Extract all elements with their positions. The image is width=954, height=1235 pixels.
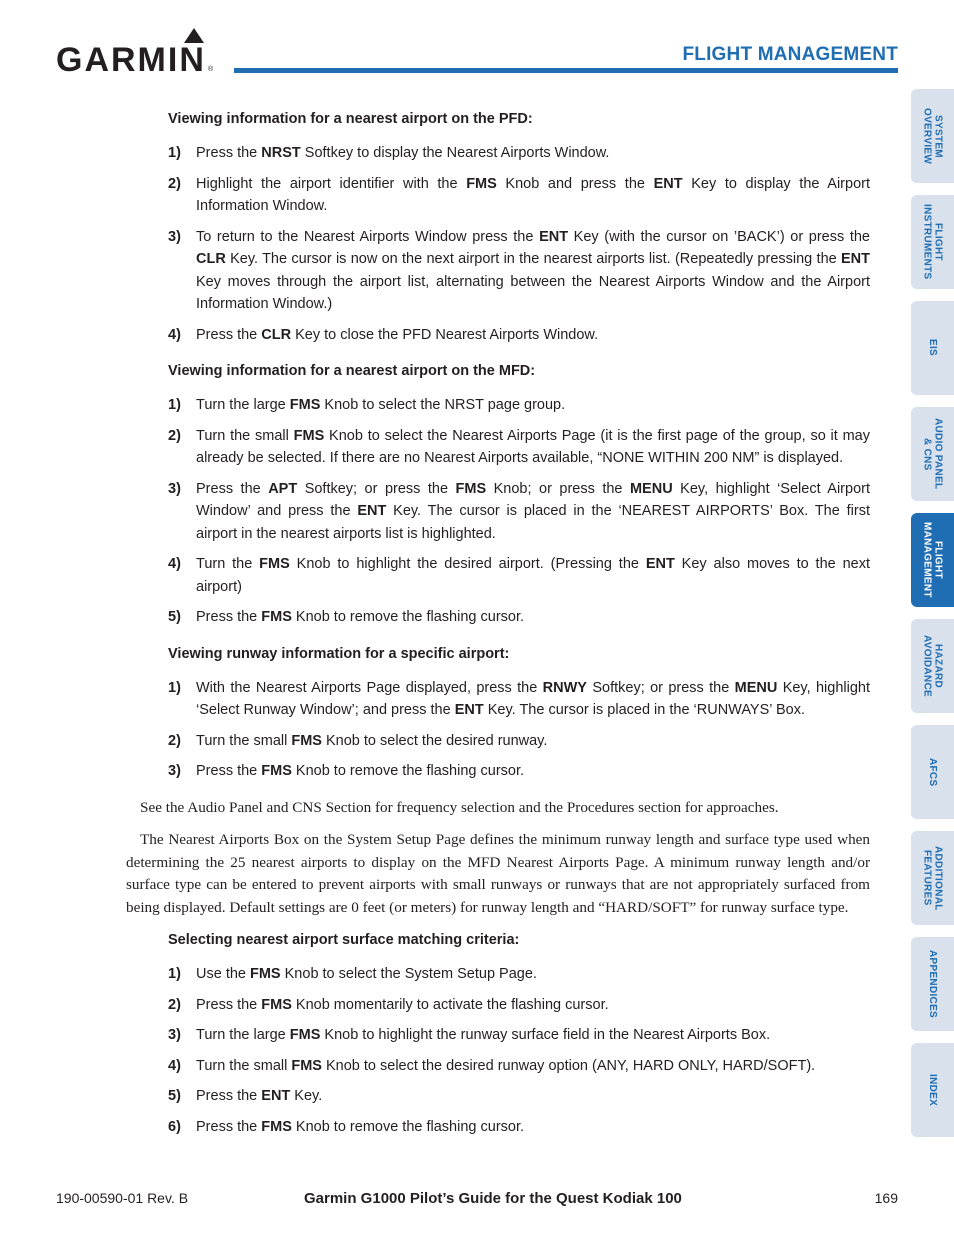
footer-title: Garmin G1000 Pilot’s Guide for the Quest Kodiak 100 bbox=[304, 1190, 682, 1207]
step-list bbox=[168, 142, 870, 346]
step-text: Press the FMS Knob to remove the flashing cursor. bbox=[196, 609, 525, 625]
step-text: Press the FMS Knob to remove the flashing cursor. bbox=[196, 1118, 525, 1135]
key-name: ENT bbox=[645, 556, 675, 572]
garmin-logo bbox=[56, 27, 218, 77]
body-paragraph: See the Audio Panel and CNS Section for frequency selection and the Procedures section for approaches. bbox=[140, 798, 779, 816]
step-item bbox=[168, 677, 870, 722]
step-item bbox=[168, 173, 870, 218]
key-name: MENU bbox=[629, 480, 673, 497]
key-name: FMS bbox=[466, 175, 497, 192]
step-number: 2) bbox=[168, 175, 181, 192]
step-text: Press the FMS Knob momentarily to activate the flashing cursor. bbox=[196, 996, 609, 1013]
procedure-heading: Selecting nearest airport surface matching criteria: bbox=[168, 932, 520, 948]
key-name: CLR bbox=[261, 326, 292, 343]
key-name: MENU bbox=[734, 679, 778, 696]
step-text: Turn the large FMS Knob to highlight the runway surface field in the Nearest Airports Box. bbox=[196, 1027, 771, 1043]
step-item bbox=[168, 226, 870, 316]
step-number: 4) bbox=[168, 556, 181, 572]
key-name: ENT bbox=[357, 503, 387, 519]
step-text: Press the NRST Softkey to display the Nearest Airports Window. bbox=[196, 145, 610, 161]
key-name: RNWY bbox=[542, 679, 587, 696]
tab-audio-panel-cns[interactable] bbox=[911, 407, 954, 501]
step-text: Use the FMS Knob to select the System Setup Page. bbox=[196, 966, 537, 982]
step-item bbox=[168, 994, 870, 1017]
key-name: FMS bbox=[455, 480, 487, 497]
step-list bbox=[168, 963, 870, 1138]
key-name: NRST bbox=[261, 145, 301, 161]
step-item bbox=[168, 1055, 870, 1078]
body-paragraph: The Nearest Airports Box on the System Setup Page defines the minimum runway length and surface type used when determining the 25 nearest airports to display on the MFD Nearest Airports Page. A minimum runway length and/or surface type can be entered to prevent airports with small runways or runways that are not appropriately surfaced from being displayed. Default settings are 0 feet (or meters) for runway length and “HARD/SOFT” for runway surface type. bbox=[126, 831, 870, 916]
tab-hazard-avoidance[interactable] bbox=[911, 619, 954, 713]
tab-additional-features[interactable] bbox=[911, 831, 954, 925]
step-text: With the Nearest Airports Page displayed, press the RNWY Softkey; or press the MENU Key, highlight ‘Select Runway Window’; and press the ENT Key. The cursor is placed in the ‘RUNWAYS’ Box. bbox=[196, 679, 870, 718]
key-name: ENT bbox=[261, 1088, 291, 1104]
doc-number: 190-00590-01 Rev. B bbox=[56, 1190, 189, 1206]
step-number: 1) bbox=[168, 397, 181, 413]
step-text: Turn the small FMS Knob to select the desired runway option (ANY, HARD ONLY, HARD/SOFT). bbox=[196, 1057, 816, 1074]
step-item bbox=[168, 1024, 870, 1047]
tab-label: INDEX bbox=[927, 1073, 938, 1107]
key-name: FMS bbox=[261, 609, 292, 625]
step-item bbox=[168, 142, 870, 165]
key-name: ENT bbox=[841, 251, 870, 267]
main-content bbox=[126, 108, 870, 1152]
step-item bbox=[168, 324, 870, 347]
step-number: 3) bbox=[168, 1027, 181, 1043]
key-name: FMS bbox=[289, 397, 321, 413]
tab-label: AFCS bbox=[927, 757, 938, 787]
step-item bbox=[168, 1085, 870, 1108]
step-number: 1) bbox=[168, 145, 181, 161]
step-item bbox=[168, 425, 870, 470]
key-name: FMS bbox=[250, 966, 281, 982]
step-number: 6) bbox=[168, 1118, 181, 1135]
tab-eis[interactable] bbox=[911, 301, 954, 395]
step-item bbox=[168, 760, 870, 783]
tab-appendices[interactable] bbox=[911, 937, 954, 1031]
step-number: 4) bbox=[168, 326, 181, 343]
step-number: 2) bbox=[168, 996, 181, 1013]
step-item bbox=[168, 394, 870, 417]
key-name: FMS bbox=[261, 1118, 292, 1135]
key-name: APT bbox=[268, 480, 298, 497]
page-number: 169 bbox=[874, 1190, 898, 1206]
key-name: ENT bbox=[454, 702, 484, 718]
step-item bbox=[168, 1116, 870, 1139]
tab-index[interactable] bbox=[911, 1043, 954, 1137]
key-name: FMS bbox=[261, 763, 292, 779]
key-name: ENT bbox=[653, 175, 683, 192]
step-number: 3) bbox=[168, 763, 181, 779]
step-item bbox=[168, 730, 870, 753]
procedure-heading: Viewing information for a nearest airport on the MFD: bbox=[168, 363, 536, 379]
tab-label: SYSTEM OVERVIEW bbox=[921, 107, 944, 165]
svg-text:®: ® bbox=[208, 66, 214, 73]
header-rule bbox=[234, 68, 898, 73]
step-number: 1) bbox=[168, 966, 181, 982]
procedure-heading: Viewing information for a nearest airport on the PFD: bbox=[168, 111, 533, 127]
step-list bbox=[168, 677, 870, 783]
step-number: 5) bbox=[168, 609, 181, 625]
tab-label: EIS bbox=[927, 339, 938, 357]
step-text: Press the APT Softkey; or press the FMS Knob; or press the MENU Key, highlight ‘Select Airport Window’ and press the ENT Key. The cursor is placed in the ‘NEAREST AIRPORTS’ Box. The first airport in the nearest airports list is highlighted. bbox=[196, 480, 870, 542]
key-name: FMS bbox=[291, 732, 322, 749]
tab-flight-instruments[interactable] bbox=[911, 195, 954, 289]
tab-label: AUDIO PANEL & CNS bbox=[921, 418, 944, 490]
step-text: Press the ENT Key. bbox=[196, 1088, 323, 1104]
step-text: Turn the FMS Knob to highlight the desired airport. (Pressing the ENT Key also moves to the next airport) bbox=[196, 556, 870, 595]
tab-label: FLIGHT MANAGEMENT bbox=[921, 522, 944, 598]
page-footer bbox=[56, 1190, 898, 1212]
key-name: FMS bbox=[293, 427, 325, 444]
key-name: FMS bbox=[289, 1027, 321, 1043]
step-text: Turn the small FMS Knob to select the desired runway. bbox=[196, 732, 548, 749]
step-text: Press the CLR Key to close the PFD Nearest Airports Window. bbox=[196, 326, 599, 343]
tab-label: APPENDICES bbox=[927, 949, 938, 1018]
step-item bbox=[168, 553, 870, 598]
key-name: CLR bbox=[196, 251, 226, 267]
tab-system-overview[interactable] bbox=[911, 89, 954, 183]
tab-label: ADDITIONAL FEATURES bbox=[921, 845, 944, 911]
procedure-heading: Viewing runway information for a specific airport: bbox=[168, 645, 510, 662]
step-number: 3) bbox=[168, 480, 181, 497]
tab-flight-management[interactable] bbox=[911, 513, 954, 607]
logo-wordmark: GARMIN bbox=[56, 41, 206, 77]
tab-label: FLIGHT INSTRUMENTS bbox=[921, 204, 944, 280]
step-number: 4) bbox=[168, 1057, 181, 1074]
key-name: ENT bbox=[539, 228, 569, 245]
step-list bbox=[168, 394, 870, 629]
step-number: 1) bbox=[168, 679, 181, 696]
section-title: FLIGHT MANAGEMENT bbox=[682, 44, 898, 65]
key-name: FMS bbox=[261, 996, 292, 1013]
step-number: 2) bbox=[168, 732, 181, 749]
tab-label: HAZARD AVOIDANCE bbox=[921, 635, 944, 697]
step-text: Press the FMS Knob to remove the flashing cursor. bbox=[196, 763, 525, 779]
step-text: Turn the large FMS Knob to select the NRST page group. bbox=[196, 397, 566, 413]
step-item bbox=[168, 606, 870, 629]
key-name: FMS bbox=[291, 1057, 322, 1074]
tab-afcs[interactable] bbox=[911, 725, 954, 819]
step-item bbox=[168, 478, 870, 546]
step-text: Turn the small FMS Knob to select the Nearest Airports Page (it is the first page of the group, so it may already be selected. If there are no Nearest Airports available, “NONE WITHIN 200 NM” is displayed. bbox=[196, 427, 870, 466]
step-item bbox=[168, 963, 870, 986]
step-number: 5) bbox=[168, 1088, 181, 1104]
step-text: Highlight the airport identifier with the FMS Knob and press the ENT Key to display the Airport Information Window. bbox=[196, 175, 870, 214]
step-number: 3) bbox=[168, 228, 181, 245]
step-number: 2) bbox=[168, 427, 181, 444]
step-text: To return to the Nearest Airports Window press the ENT Key (with the cursor on ’BACK’) or press the CLR Key. The cursor is now on the next airport in the nearest airports list. (Repeatedly pressing the ENT Key moves through the airport list, alternating between the Nearest Airports Window and the Airport Information Window.) bbox=[196, 228, 870, 312]
key-name: FMS bbox=[259, 556, 290, 572]
